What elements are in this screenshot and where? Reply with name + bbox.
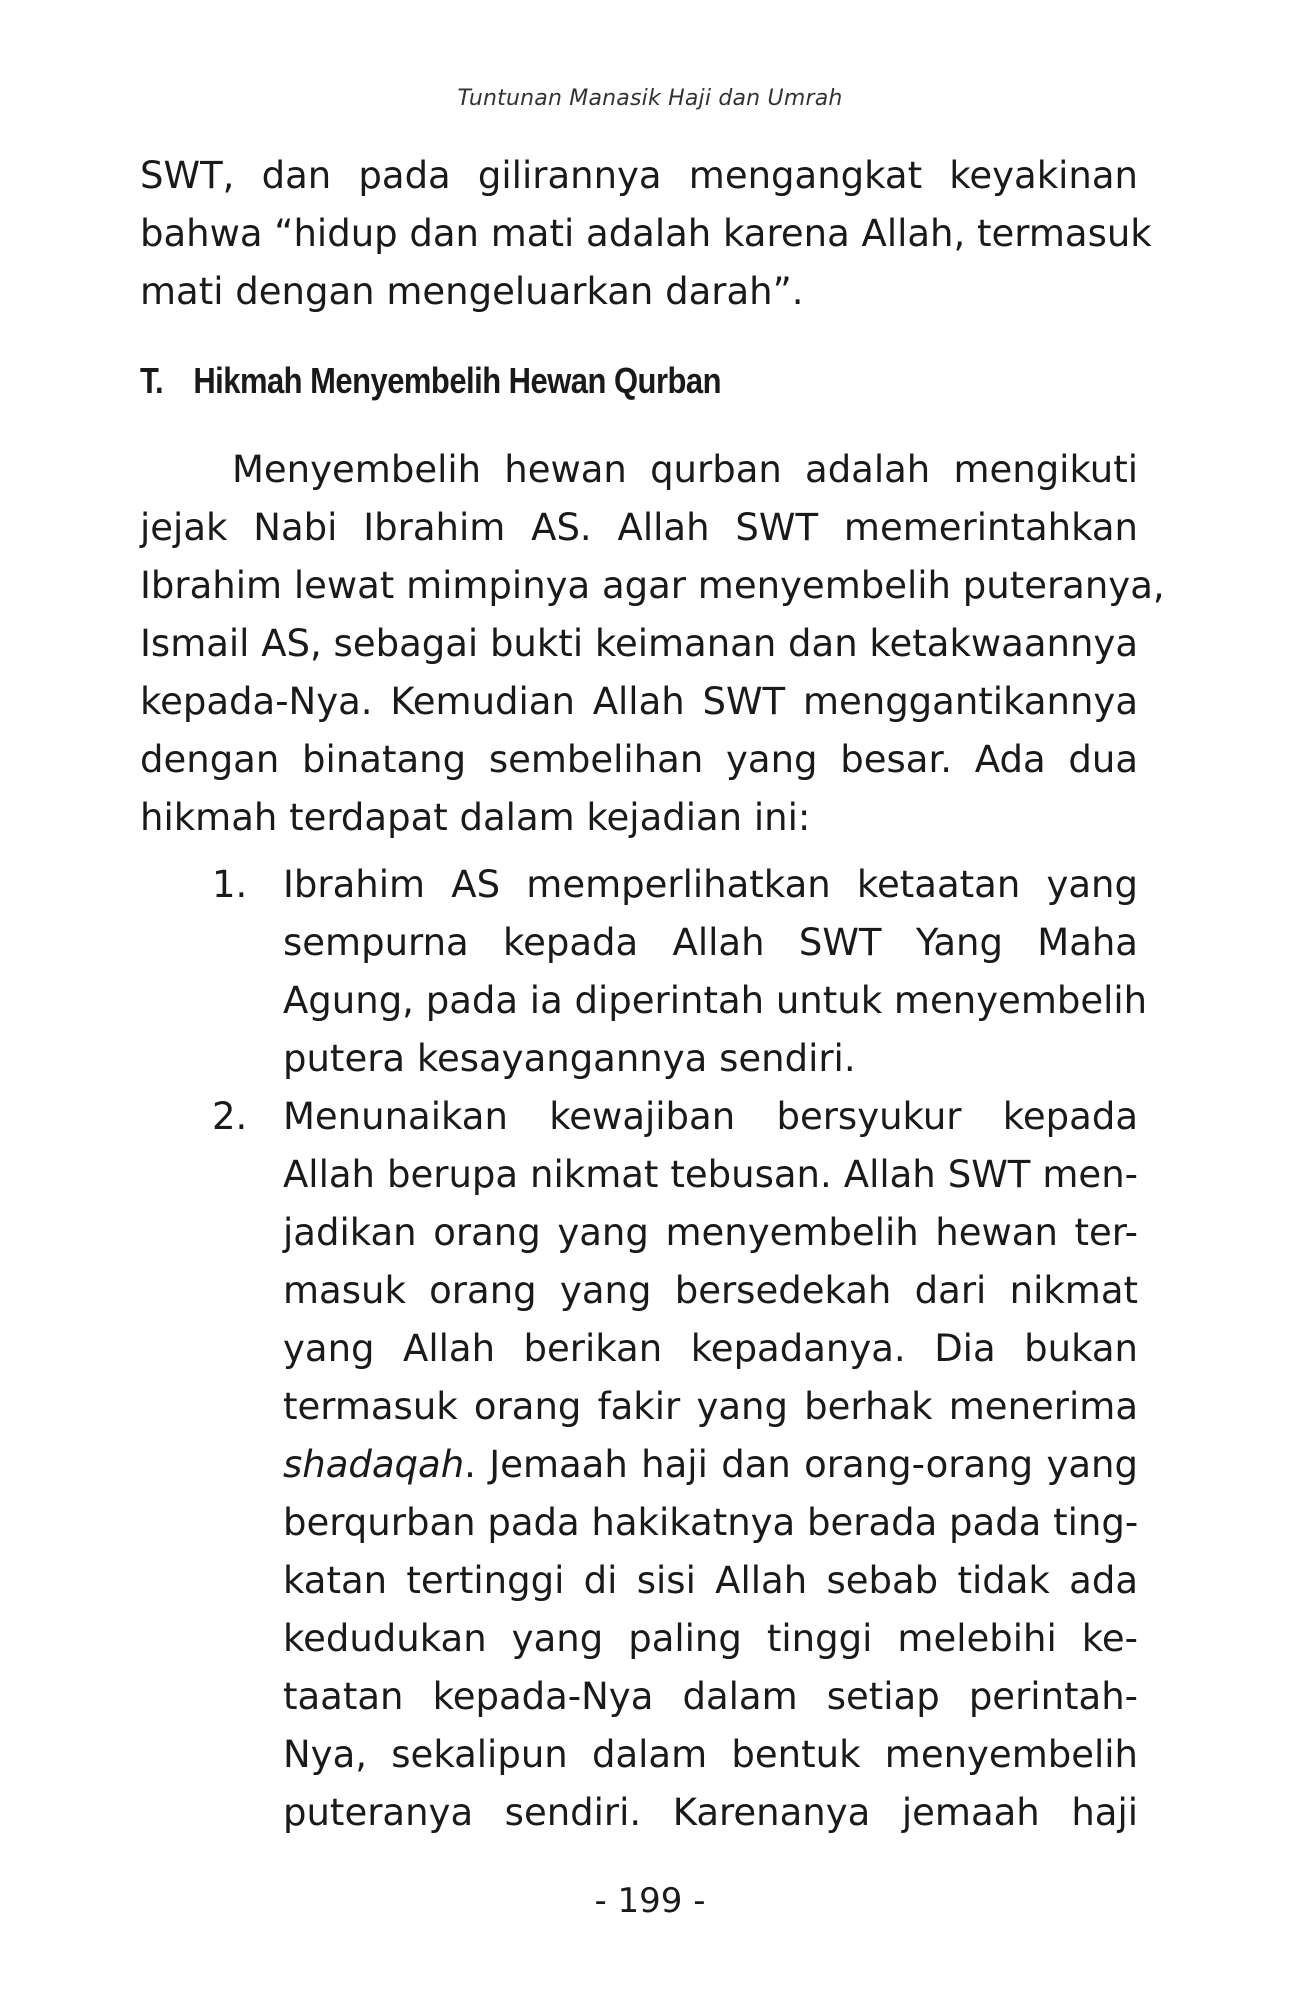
section-title: Hikmah Menyembelih Hewan Qurban [193,360,721,401]
text-line: Agung, pada ia diperintah untuk menyembelih [283,979,1148,1022]
text-line: berqurban pada hakikatnya berada pada ting- [283,1501,1139,1544]
text-line: Nya, sekalipun dalam bentuk menyembelih [283,1733,1138,1776]
list-number: 2. [212,1095,248,1138]
text-line: Ibrahim lewat mimpinya agar menyembelih puteranya, [140,564,1165,607]
text-line: yang Allah berikan kepadanya. Dia bukan [283,1327,1138,1370]
text-line: mati dengan mengeluarkan darah”. [140,270,804,313]
text-line: SWT, dan pada gilirannya mengangkat keyakinan [140,154,1138,197]
text-line: bahwa “hidup dan mati adalah karena Allah, termasuk [140,212,1152,255]
text-line: termasuk orang fakir yang berhak menerima [283,1385,1138,1428]
numbered-list [140,856,1148,1842]
text-line: Allah berupa nikmat tebusan. Allah SWT men- [283,1153,1138,1196]
italic-term: shadaqah [283,1443,465,1486]
text-line: dengan binatang sembelihan yang besar. Ada dua [140,738,1138,781]
text-line: jejak Nabi Ibrahim AS. Allah SWT memerintahkan [140,506,1138,549]
text-fragment: . Jemaah haji dan orang-orang yang [464,1443,1138,1486]
text-line-with-italic [283,1436,1138,1494]
text-line: katan tertinggi di sisi Allah sebab tidak ada [283,1559,1138,1602]
body-paragraph [140,441,1165,847]
text-line: sempurna kepada Allah SWT Yang Maha [283,921,1138,964]
text-line: kepada-Nya. Kemudian Allah SWT menggantikannya [140,680,1138,723]
list-number: 1. [212,863,248,906]
text-line: Ibrahim AS memperlihatkan ketaatan yang [283,863,1138,906]
text-line: jadikan orang yang menyembelih hewan ter- [283,1211,1138,1254]
text-line: Menyembelih hewan qurban adalah mengikuti [232,448,1138,491]
text-line: puteranya sendiri. Karenanya jemaah haji [283,1791,1138,1834]
text-line: Menunaikan kewajiban bersyukur kepada [283,1095,1138,1138]
list-item [140,1088,1138,1842]
text-line: hikmah terdapat dalam kejadian ini: [140,796,811,839]
section-letter: T. [140,360,164,401]
text-line: kedudukan yang paling tinggi melebihi ke- [283,1617,1138,1660]
list-item [140,856,1148,1088]
text-line: putera kesayangannya sendiri. [283,1037,856,1080]
text-line: masuk orang yang bersedekah dari nikmat [283,1269,1138,1312]
intro-paragraph [140,147,1152,321]
text-line: taatan kepada-Nya dalam setiap perintah- [283,1675,1138,1718]
page-number: - 199 - [594,1881,706,1921]
section-heading [140,360,721,402]
running-header: Tuntunan Manasik Haji dan Umrah [457,86,843,111]
text-line: Ismail AS, sebagai bukti keimanan dan ketakwaannya [140,622,1138,665]
